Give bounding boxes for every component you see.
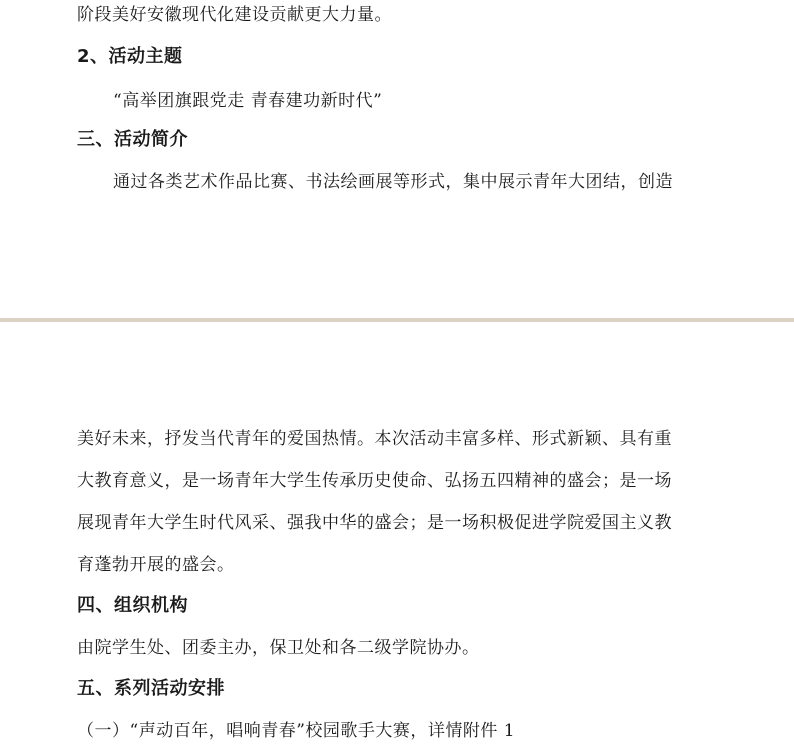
theme-text: “高举团旗跟党走 青春建功新时代” xyxy=(113,91,383,111)
document-page-1 xyxy=(0,0,794,318)
schedule-item: （一）“声动百年，唱响青春”校园歌手大赛，详情附件 1 xyxy=(77,721,516,741)
intro-paragraph-line: 大教育意义，是一场青年大学生传承历史使命、弘扬五四精神的盛会；是一场 xyxy=(77,471,672,491)
section-heading-theme: 2、活动主题 xyxy=(77,46,183,67)
section-heading-intro: 三、活动简介 xyxy=(77,129,188,150)
intro-paragraph-line: 育蓬勃开展的盛会。 xyxy=(77,555,235,575)
intro-paragraph-line: 展现青年大学生时代风采、强我中华的盛会；是一场积极促进学院爱国主义教 xyxy=(77,513,672,533)
section-heading-schedule: 五、系列活动安排 xyxy=(77,678,225,699)
document-page-2 xyxy=(0,322,794,747)
intro-paragraph-line: 通过各类艺术作品比赛、书法绘画展等形式，集中展示青年大团结，创造 xyxy=(113,172,673,192)
organization-text: 由院学生处、团委主办，保卫处和各二级学院协办。 xyxy=(77,638,480,658)
intro-paragraph-line: 美好未来，抒发当代青年的爱国热情。本次活动丰富多样、形式新颖、具有重 xyxy=(77,429,672,449)
body-text-line: 阶段美好安徽现代化建设贡献更大力量。 xyxy=(77,5,392,25)
section-heading-organization: 四、组织机构 xyxy=(77,595,188,616)
